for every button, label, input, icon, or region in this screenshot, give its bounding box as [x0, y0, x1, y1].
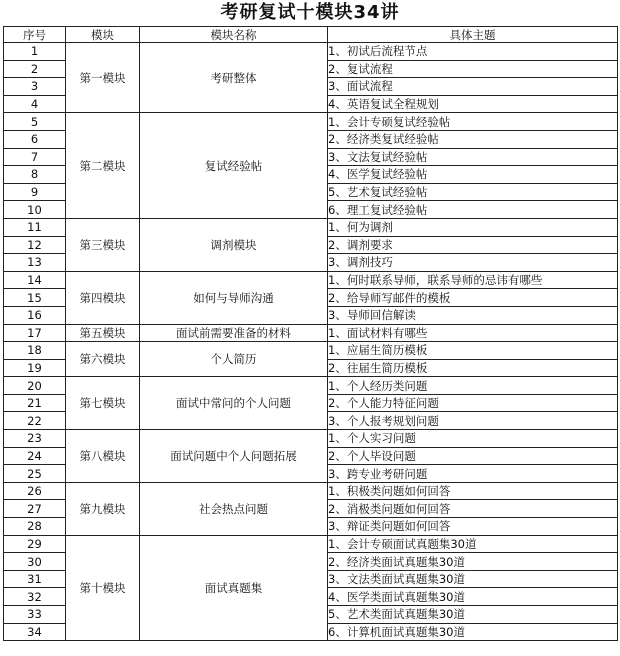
topic-cell: 4、医学复试经验帖: [328, 166, 618, 184]
topic-cell: 2、调剂要求: [328, 236, 618, 254]
module-name: 个人简历: [140, 342, 328, 377]
row-number: 11: [4, 218, 66, 236]
topic-cell: 5、艺术类面试真题集30道: [328, 606, 618, 624]
topic-cell: 3、文法复试经验帖: [328, 148, 618, 166]
table-row: [4, 482, 618, 500]
topic-cell: 2、个人能力特征问题: [328, 394, 618, 412]
module-name: 面试真题集: [140, 535, 328, 641]
topic-cell: 3、辩证类问题如何回答: [328, 518, 618, 536]
row-number: 28: [4, 518, 66, 536]
topic-cell: 6、计算机面试真题集30道: [328, 623, 618, 641]
topic-cell: 1、积极类问题如何回答: [328, 482, 618, 500]
row-number: 6: [4, 130, 66, 148]
topic-cell: 2、经济类复试经验帖: [328, 130, 618, 148]
row-number: 13: [4, 254, 66, 272]
module-label: 第一模块: [66, 43, 140, 113]
row-number: 18: [4, 342, 66, 360]
topic-cell: 5、艺术复试经验帖: [328, 183, 618, 201]
header-topic: 具体主题: [328, 27, 618, 43]
table-row: [4, 43, 618, 61]
topic-cell: 1、初试后流程节点: [328, 43, 618, 61]
row-number: 4: [4, 95, 66, 113]
topic-cell: 3、调剂技巧: [328, 254, 618, 272]
topic-cell: 1、个人实习问题: [328, 430, 618, 448]
topic-cell: 1、何为调剂: [328, 218, 618, 236]
row-number: 33: [4, 606, 66, 624]
sheet-title: 考研复试十模块34讲: [220, 2, 400, 23]
topic-cell: 1、面试材料有哪些: [328, 324, 618, 342]
row-number: 26: [4, 482, 66, 500]
row-number: 27: [4, 500, 66, 518]
header-no: 序号: [4, 27, 66, 43]
module-label: 第二模块: [66, 113, 140, 219]
module-label: 第八模块: [66, 430, 140, 483]
row-number: 15: [4, 289, 66, 307]
module-name: 社会热点问题: [140, 482, 328, 535]
row-number: 24: [4, 447, 66, 465]
topic-cell: 3、个人报考规划问题: [328, 412, 618, 430]
topic-cell: 6、理工复试经验帖: [328, 201, 618, 219]
row-number: 2: [4, 60, 66, 78]
row-number: 34: [4, 623, 66, 641]
topic-cell: 2、给导师写邮件的模板: [328, 289, 618, 307]
row-number: 17: [4, 324, 66, 342]
module-label: 第五模块: [66, 324, 140, 342]
topic-cell: 2、往届生简历模板: [328, 359, 618, 377]
topic-cell: 1、会计专硕复试经验帖: [328, 113, 618, 131]
table-row: [4, 324, 618, 342]
row-number: 14: [4, 271, 66, 289]
row-number: 8: [4, 166, 66, 184]
module-label: 第六模块: [66, 342, 140, 377]
module-label: 第四模块: [66, 271, 140, 324]
row-number: 20: [4, 377, 66, 395]
row-number: 16: [4, 306, 66, 324]
row-number: 10: [4, 201, 66, 219]
topic-cell: 3、面试流程: [328, 78, 618, 96]
table-row: [4, 271, 618, 289]
row-number: 23: [4, 430, 66, 448]
module-label: 第十模块: [66, 535, 140, 641]
table-row: [4, 218, 618, 236]
table-row: [4, 430, 618, 448]
topic-cell: 1、何时联系导师，联系导师的忌讳有哪些: [328, 271, 618, 289]
header-module-name: 模块名称: [140, 27, 328, 43]
row-number: 9: [4, 183, 66, 201]
topic-cell: 2、消极类问题如何回答: [328, 500, 618, 518]
row-number: 25: [4, 465, 66, 483]
row-number: 7: [4, 148, 66, 166]
module-name: 面试中常问的个人问题: [140, 377, 328, 430]
module-name: 面试前需要准备的材料: [140, 324, 328, 342]
topic-cell: 1、应届生简历模板: [328, 342, 618, 360]
topic-cell: 3、文法类面试真题集30道: [328, 570, 618, 588]
row-number: 3: [4, 78, 66, 96]
row-number: 1: [4, 43, 66, 61]
row-number: 19: [4, 359, 66, 377]
topic-cell: 4、英语复试全程规划: [328, 95, 618, 113]
row-number: 5: [4, 113, 66, 131]
topic-cell: 4、医学类面试真题集30道: [328, 588, 618, 606]
module-name: 复试经验帖: [140, 113, 328, 219]
row-number: 31: [4, 570, 66, 588]
topic-cell: 1、会计专硕面试真题集30道: [328, 535, 618, 553]
table-row: [4, 535, 618, 553]
module-name: 如何与导师沟通: [140, 271, 328, 324]
topic-cell: 2、个人毕设问题: [328, 447, 618, 465]
topic-cell: 1、个人经历类问题: [328, 377, 618, 395]
topic-cell: 3、导师回信解读: [328, 306, 618, 324]
topic-cell: 2、经济类面试真题集30道: [328, 553, 618, 571]
row-number: 32: [4, 588, 66, 606]
row-number: 21: [4, 394, 66, 412]
module-name: 调剂模块: [140, 218, 328, 271]
module-name: 面试问题中个人问题拓展: [140, 430, 328, 483]
row-number: 30: [4, 553, 66, 571]
table-row: [4, 342, 618, 360]
module-label: 第七模块: [66, 377, 140, 430]
topic-cell: 2、复试流程: [328, 60, 618, 78]
row-number: 29: [4, 535, 66, 553]
table-row: [4, 377, 618, 395]
header-row: [4, 27, 618, 43]
module-label: 第九模块: [66, 482, 140, 535]
module-name: 考研整体: [140, 43, 328, 113]
module-label: 第三模块: [66, 218, 140, 271]
topic-cell: 3、跨专业考研问题: [328, 465, 618, 483]
module-table: [3, 26, 618, 641]
row-number: 22: [4, 412, 66, 430]
row-number: 12: [4, 236, 66, 254]
table-row: [4, 113, 618, 131]
header-module: 模块: [66, 27, 140, 43]
table-body: [4, 43, 618, 641]
